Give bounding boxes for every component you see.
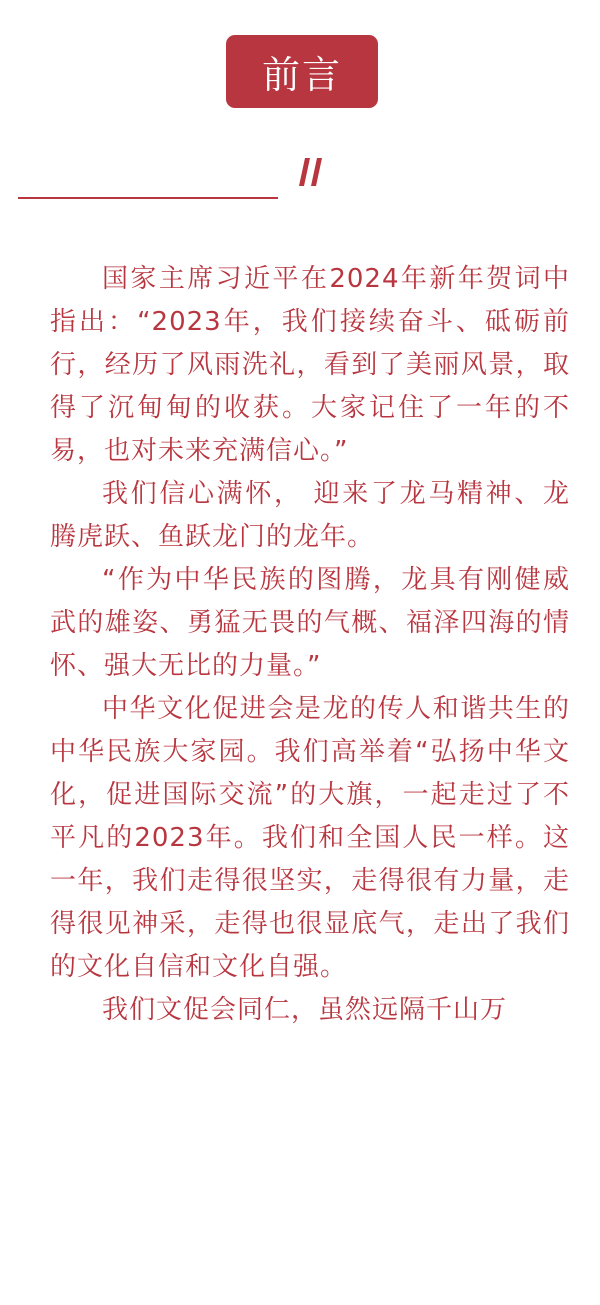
section-title-badge — [226, 35, 378, 108]
double-slash-quote-icon — [298, 158, 324, 186]
paragraph: 国家主席习近平在2024年新年贺词中指出：“2023年，我们接续奋斗、砥砺前行，经历了风雨洗礼，看到了美丽风景，取得了沉甸甸的收获。大家记住了一年的不易，也对未来充满信心。” — [50, 264, 570, 466]
section-title: 前言 — [261, 53, 342, 97]
paragraph: 我们信心满怀， 迎来了龙马精神、龙腾虎跃、鱼跃龙门的龙年。 — [50, 479, 570, 552]
paragraph: 我们文促会同仁，虽然远隔千山万 — [102, 995, 508, 1025]
paragraph: “作为中华民族的图腾，龙具有刚健威武的雄姿、勇猛无畏的气概、福泽四海的情怀、强大无比的力量。” — [50, 565, 570, 681]
paragraph: 中华文化促进会是龙的传人和谐共生的中华民族大家园。我们高举着“弘扬中华文化，促进国际交流”的大旗，一起走过了不平凡的2023年。我们和全国人民一样。这一年，我们走得很坚实，走得很有力量，走得很见神采，走得也很显底气，走出了我们的文化自信和文化自强。 — [50, 694, 570, 982]
article-body — [50, 258, 570, 1032]
divider-line — [18, 197, 278, 199]
